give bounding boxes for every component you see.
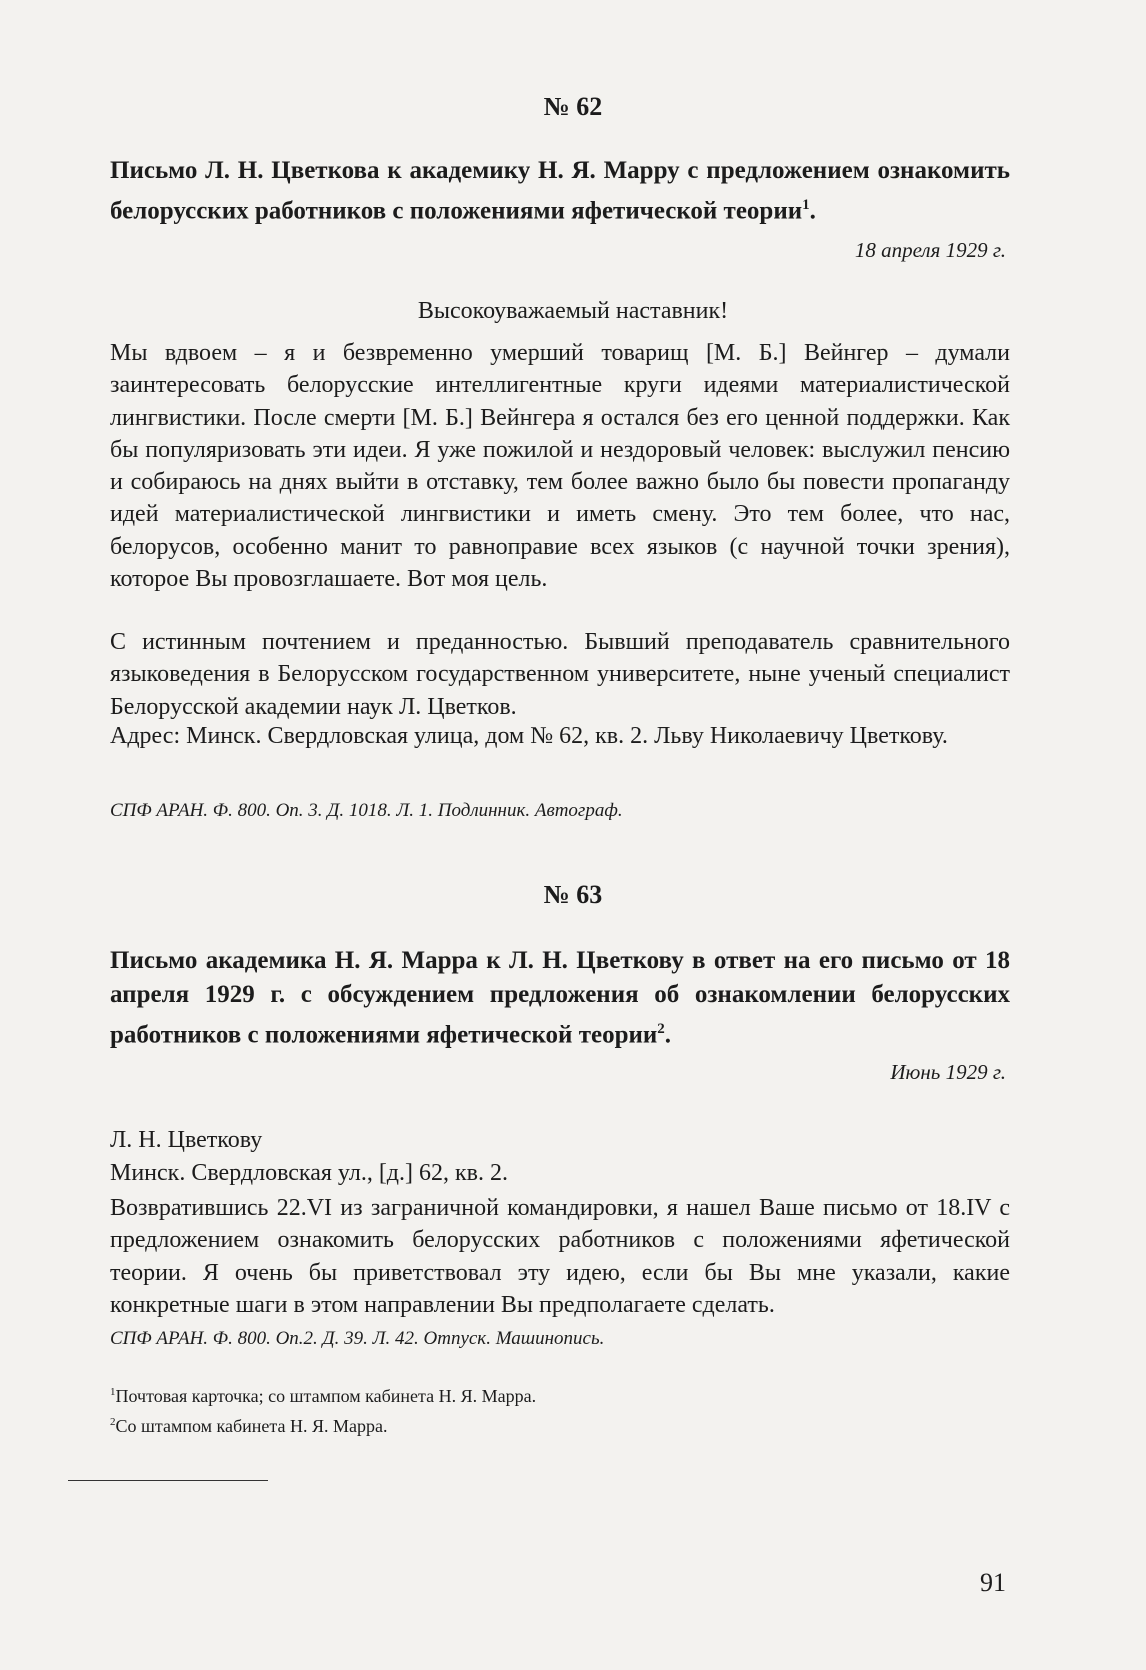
footnote — [110, 1386, 1010, 1407]
letter-paragraph: С истинным почтением и преданностью. Бывший преподаватель сравнительного языковедения в Белорусском государственном университете, ныне ученый специалист Белорусской академии наук Л. Цветков. — [110, 629, 1010, 720]
document-title-text: Письмо академика Н. Я. Марра к Л. Н. Цветкову в ответ на его письмо от 18 апреля 1929 г. с обсуждением предложения об ознакомлении белорусских работников с положениями яфетической теории — [110, 947, 1010, 1049]
footnote-number: 1 — [110, 1386, 116, 1398]
footnote-text: Со штампом кабинета Н. Я. Марра. — [115, 1416, 388, 1436]
document-title-text: Письмо Л. Н. Цветкова к академику Н. Я. Марру с предложением ознакомить белорусских работников с положениями яфетической теории — [110, 157, 1010, 225]
footnote-number: 2 — [110, 1416, 116, 1428]
archive-source: СПФ АРАН. Ф. 800. Оп. 3. Д. 1018. Л. 1. Подлинник. Автограф. — [110, 800, 623, 821]
footnote-mark: 2 — [657, 1021, 665, 1037]
salutation: Высокоуважаемый наставник! — [417, 298, 729, 324]
document-number: № 62 — [543, 92, 603, 121]
document-date: 18 апреля 1929 г. — [854, 238, 1006, 262]
footnote-text: Почтовая карточка; со штампом кабинета Н. Я. Марра. — [115, 1386, 537, 1406]
footnote — [110, 1416, 1010, 1437]
document-title: Письмо академика Н. Я. Марра к Л. Н. Цветкову в ответ на его письмо от 18 апреля 1929 г. с обсуждением предложения об ознакомлении белорусских работников с положениями яфетической теории$^2$. — [110, 947, 1010, 1049]
archive-source: СПФ АРАН. Ф. 800. Оп.2. Д. 39. Л. 42. Отпуск. Машинопись. — [110, 1328, 605, 1349]
document-title: Письмо Л. Н. Цветкова к академику Н. Я. Марру с предложением ознакомить белорусских работников с положениями яфетической теории$^1$. — [110, 157, 1010, 225]
letter-paragraph: Возвратившись 22.VI из заграничной командировки, я нашел Ваше письмо от 18.IV с предложением ознакомить белорусских работников с положениями яфетической теории. Я очень бы приветствовал эту идею, если бы Вы мне указали, какие конкретные шаги в этом направлении Вы предполагаете сделать. — [110, 1195, 1010, 1318]
page-number: 91 — [980, 1568, 1006, 1597]
letter-paragraph: Мы вдвоем – я и безвременно умерший товарищ [М. Б.] Вейнгер – думали заинтересовать белорусские интеллигентные круги идеями материалистической лингвистики. После смерти [М. Б.] Вейнгера я остался без его ценной поддержки. Как бы популяризовать эти идеи. Я уже пожилой и нездоровый человек: выслужил пенсию и собираюсь на днях выйти в отставку, тем более важно было бы повести пропаганду идей материалистической лингвистики и иметь смену. Это тем более, что нас, белорусов, особенно манит то равноправие всех языков (с научной точки зрения), которое Вы провозглашаете. Вот моя цель. — [110, 340, 1010, 593]
document-number: № 63 — [543, 880, 603, 909]
addressee-name: Л. Н. Цветкову — [110, 1127, 263, 1153]
letter-address: Адрес: Минск. Свердловская улица, дом № 62, кв. 2. Льву Николаевичу Цветкову. — [110, 723, 948, 749]
document-date: Июнь 1929 г. — [890, 1060, 1006, 1084]
footnote-mark: 1 — [802, 197, 810, 213]
footnote-divider — [68, 1480, 268, 1481]
addressee-address: Минск. Свердловская ул., [д.] 62, кв. 2. — [110, 1160, 509, 1186]
